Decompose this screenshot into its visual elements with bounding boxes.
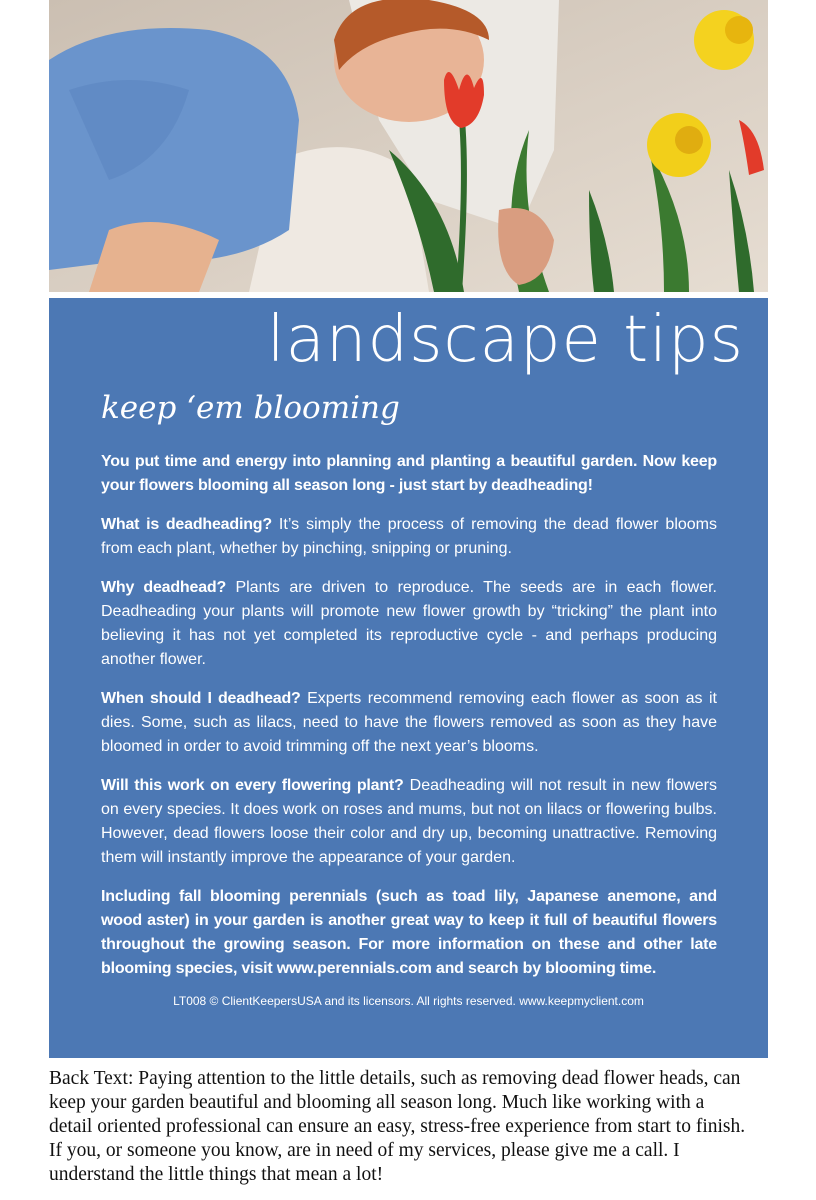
tips-panel [49, 298, 768, 1058]
section-why-deadhead [101, 576, 717, 672]
brand-title: landscape tips [266, 303, 744, 377]
section-answer: Deadheading will not result in new flowers on every species. It does work on roses and mums, but not on lilacs or flowering bulbs. However, dead flowers loose their color and dry up, becoming unattractive. Removing them will instantly improve the appearance of your garden. [101, 777, 717, 866]
section-what-is-deadheading [101, 513, 717, 561]
header-photo [49, 0, 768, 292]
section-every-plant [101, 774, 717, 870]
intro-paragraph: You put time and energy into planning and planting a beautiful garden. Now keep your flowers blooming all season long - just start by deadheading! [101, 453, 717, 494]
article-subtitle: keep ‘em blooming [101, 390, 400, 426]
closing-paragraph: Including fall blooming perennials (such as toad lily, Japanese anemone, and wood aster) in your garden is another great way to keep it full of beautiful flowers throughout the growing season. For more information on these and other late blooming species, visit www.perennials.com and search by blooming time. [101, 888, 717, 977]
section-answer: It’s simply the process of removing the dead flower blooms from each plant, whether by pinching, snipping or pruning. [101, 516, 717, 557]
section-question: What is deadheading? [101, 516, 272, 533]
copyright-footer: LT008 © ClientKeepersUSA and its licensors. All rights reserved. www.keepmyclient.com [173, 994, 644, 1008]
back-text: Back Text: Paying attention to the little details, such as removing dead flower heads, can keep your garden beautiful and blooming all season long. Much like working with a detail oriented professional can ensure an easy, stress-free experience from start to finish. If you, or someone you know, are in need of my services, please give me a call. I understand the little things that mean a lot! [49, 1068, 746, 1185]
section-question: Will this work on every flowering plant? [101, 777, 404, 794]
section-answer: Experts recommend removing each flower as soon as it dies. Some, such as lilacs, need to have the flowers removed as soon as they have bloomed in order to avoid trimming off the next year’s blooms. [101, 690, 717, 755]
child-smelling-tulip-photo-icon [49, 0, 768, 292]
section-answer: Plants are driven to reproduce. The seeds are in each flower. Deadheading your plants will promote new flower growth by “tricking” the plant into believing it has not yet completed its reproductive cycle - and perhaps producing another flower. [101, 579, 717, 668]
section-question: Why deadhead? [101, 579, 227, 596]
article-body [101, 450, 717, 996]
section-question: When should I deadhead? [101, 690, 301, 707]
section-when-to-deadhead [101, 687, 717, 759]
